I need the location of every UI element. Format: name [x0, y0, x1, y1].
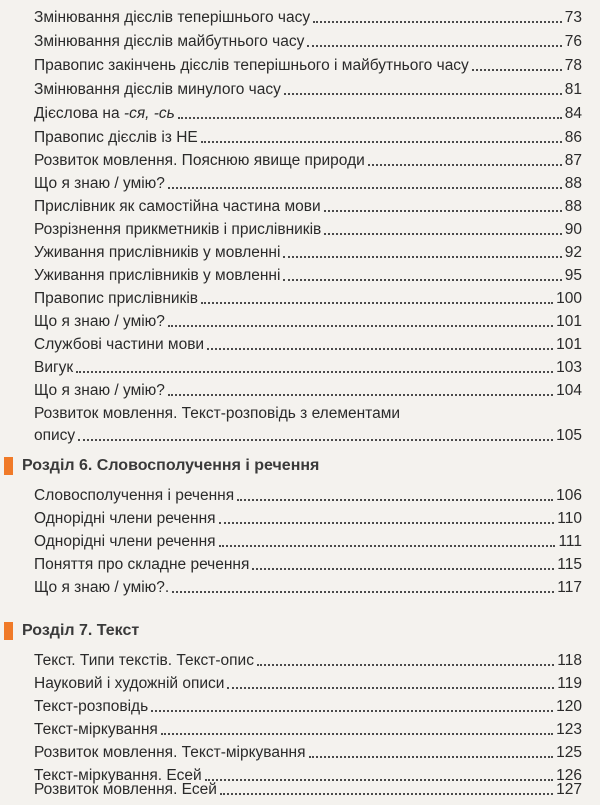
toc-entry-page: 123 — [556, 721, 582, 738]
dot-leader — [283, 279, 561, 281]
dot-leader — [178, 117, 562, 119]
dot-leader — [201, 141, 562, 143]
toc-entry-line1 — [34, 404, 582, 423]
toc-entry — [34, 197, 582, 216]
toc-entry — [34, 358, 582, 377]
dot-leader — [324, 210, 562, 212]
toc-entry-page: 101 — [556, 313, 582, 330]
dot-leader — [78, 439, 553, 441]
toc-entry — [34, 80, 582, 99]
dot-leader — [284, 93, 562, 95]
toc-entry — [34, 743, 582, 762]
dot-leader — [220, 793, 553, 795]
toc-entry-title: Розвиток мовлення. Текст-розповідь з елементами — [34, 405, 401, 422]
toc-entry — [34, 532, 582, 551]
toc-entry-title — [34, 104, 175, 123]
section-heading — [4, 622, 139, 640]
toc-entry — [34, 8, 582, 27]
toc-entry-title: Що я знаю / умію? — [34, 382, 165, 399]
toc-entry-title: Науковий і художній описи — [34, 675, 225, 692]
toc-entry-page: 84 — [564, 105, 582, 122]
toc-entry — [34, 243, 582, 262]
dot-leader — [324, 233, 562, 235]
toc-entry-title: Словосполучення і речення — [34, 487, 235, 504]
toc-entry-title: Уживання прислівників у мовленні — [34, 244, 281, 261]
toc-entry-title: Змінювання дієслів майбутнього часу — [34, 33, 305, 50]
dot-leader — [307, 45, 561, 47]
toc-entry-title: Однорідні члени речення — [34, 510, 216, 527]
toc-entry — [34, 720, 582, 739]
section-title: Розділ 7. Текст — [22, 622, 140, 639]
toc-entry — [34, 381, 582, 400]
toc-entry-page: 101 — [556, 336, 582, 353]
toc-entry — [34, 697, 582, 716]
toc-entry-page: 110 — [557, 510, 582, 527]
section-marker — [4, 457, 13, 475]
toc-entry-title: Службові частини мови — [34, 336, 205, 353]
dot-leader — [257, 664, 554, 666]
title-italic-suffix: -ся, -сь — [123, 105, 175, 122]
toc-entry-page: 104 — [556, 382, 582, 399]
toc-entry-page: 119 — [557, 675, 582, 692]
toc-entry — [34, 289, 582, 308]
toc-entry-title-continued: опису — [34, 427, 76, 444]
toc-entry — [34, 174, 582, 193]
toc-entry-title: Що я знаю / умію? — [34, 175, 165, 192]
toc-entry — [34, 312, 582, 331]
toc-entry-page: 100 — [556, 290, 582, 307]
dot-leader — [76, 371, 553, 373]
toc-entry-title: Розвиток мовлення. Есей — [34, 781, 217, 798]
dot-leader — [168, 394, 553, 396]
toc-entry-title: Правопис прислівників — [34, 290, 198, 307]
toc-entry — [34, 56, 582, 75]
toc-entry-title: Текст-міркування — [34, 721, 158, 738]
dot-leader — [227, 687, 554, 689]
toc-entry-page: 105 — [556, 427, 582, 444]
toc-entry-page: 92 — [564, 244, 582, 261]
toc-entry-page: 90 — [564, 221, 582, 238]
toc-entry-title: Прислівник як самостійна частина мови — [34, 198, 321, 215]
toc-entry-title: Текст. Типи текстів. Текст-опис — [34, 652, 254, 669]
toc-entry-title: Розвиток мовлення. Текст-міркування — [34, 744, 306, 761]
dot-leader — [201, 302, 553, 304]
toc-entry-page: 115 — [557, 556, 582, 573]
dot-leader — [252, 568, 554, 570]
toc-entry-page: 78 — [564, 57, 582, 74]
toc-entry-title: Поняття про складне речення — [34, 556, 250, 573]
toc-entry-page: 125 — [556, 744, 582, 761]
toc-entry — [34, 220, 582, 239]
dot-leader — [151, 710, 553, 712]
dot-leader — [283, 256, 561, 258]
title-prefix: Дієслова на — [34, 105, 124, 122]
toc-entry — [34, 555, 582, 574]
dot-leader — [219, 522, 555, 524]
toc-entry-page: 86 — [564, 129, 582, 146]
toc-entry-page: 126 — [556, 767, 582, 784]
toc-entry-page: 88 — [564, 175, 582, 192]
toc-entry — [34, 151, 582, 170]
toc-entry-page: 117 — [557, 579, 582, 596]
toc-entry-page: 111 — [558, 533, 582, 550]
toc-entry-title: Розвиток мовлення. Пояснюю явище природи — [34, 152, 365, 169]
toc-entry-title: Що я знаю / умію?. — [34, 579, 170, 596]
toc-entry-title: Правопис закінчень дієслів теперішнього і майбутнього часу — [34, 57, 469, 74]
toc-entry-page: 95 — [564, 267, 582, 284]
dot-leader — [368, 164, 562, 166]
toc-entry-page: 127 — [556, 781, 582, 798]
toc-entry-page: 76 — [564, 33, 582, 50]
toc-entry — [34, 486, 582, 505]
toc-entry — [34, 674, 582, 693]
toc-entry — [34, 32, 582, 51]
toc-entry-title: Уживання прислівників у мовленні — [34, 267, 281, 284]
toc-entry-title: Однорідні члени речення — [34, 533, 216, 550]
toc-entry-title: Правопис дієслів із НЕ — [34, 129, 198, 146]
toc-entry — [34, 651, 582, 670]
toc-entry — [34, 578, 582, 597]
dot-leader — [472, 69, 562, 71]
toc-entry — [34, 335, 582, 354]
toc-entry-page: 118 — [557, 652, 582, 669]
toc-entry — [34, 426, 582, 445]
toc-entry-page: 120 — [556, 698, 582, 715]
toc-entry — [34, 104, 582, 123]
dot-leader — [168, 325, 553, 327]
toc-entry-title: Текст-розповідь — [34, 698, 149, 715]
toc-entry — [34, 266, 582, 285]
section-title: Розділ 6. Словосполучення і речення — [22, 457, 320, 474]
toc-entry-page: 88 — [564, 198, 582, 215]
section-heading — [4, 457, 319, 475]
toc-entry-title: Розрізнення прикметників і прислівників — [34, 221, 322, 238]
toc-entry-page: 103 — [556, 359, 582, 376]
dot-leader — [309, 756, 554, 758]
dot-leader — [313, 21, 562, 23]
dot-leader — [237, 499, 553, 501]
dot-leader — [172, 591, 554, 593]
toc-entry — [34, 780, 582, 799]
toc-entry-title: Змінювання дієслів теперішнього часу — [34, 9, 311, 26]
toc-entry-page: 87 — [564, 152, 582, 169]
toc-entry-title: Змінювання дієслів минулого часу — [34, 81, 281, 98]
dot-leader — [168, 187, 562, 189]
toc-entry-page: 81 — [564, 81, 582, 98]
toc-entry-page: 106 — [556, 487, 582, 504]
dot-leader — [161, 733, 553, 735]
dot-leader — [219, 545, 556, 547]
toc-entry-page: 73 — [564, 9, 582, 26]
toc-entry-title: Вигук — [34, 359, 74, 376]
toc-entry-title: Текст-міркування. Есей — [34, 767, 202, 784]
toc-entry-title: Що я знаю / умію? — [34, 313, 165, 330]
toc-entry — [34, 509, 582, 528]
toc-entry — [34, 128, 582, 147]
dot-leader — [207, 348, 553, 350]
section-marker — [4, 622, 13, 640]
